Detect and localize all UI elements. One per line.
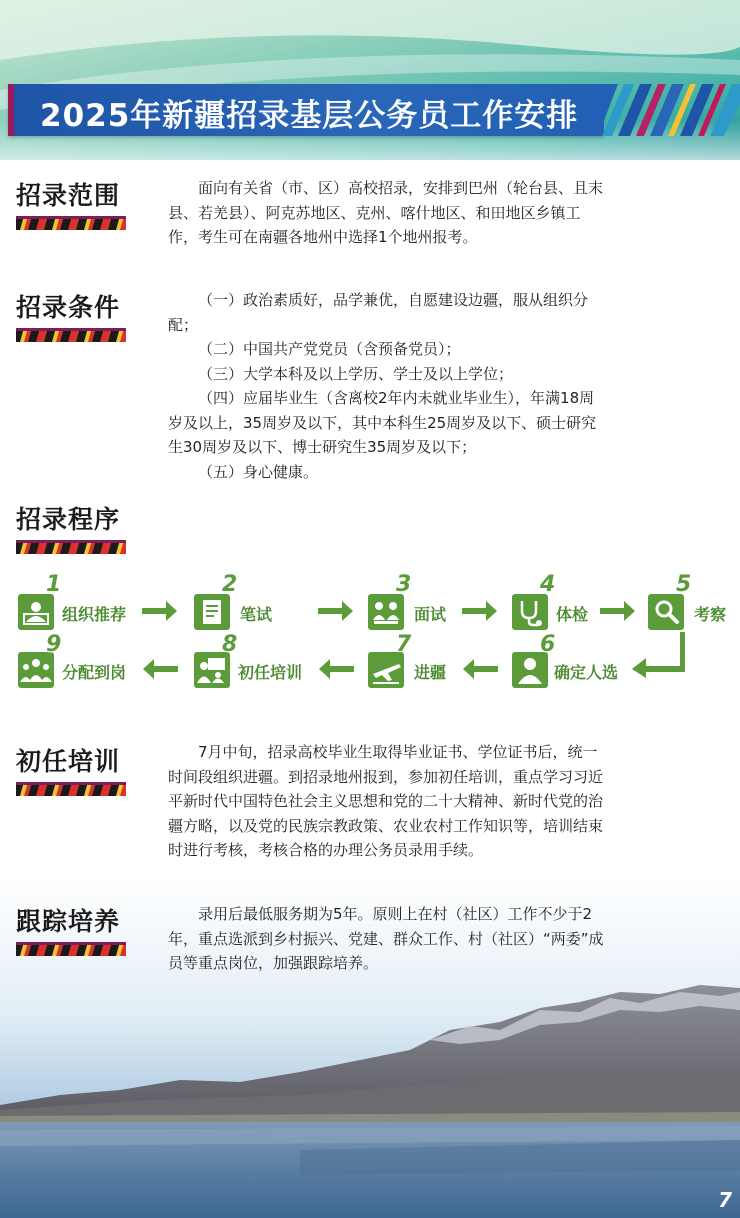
page-number: 7 [718,1188,732,1212]
followup-paragraph: 录用后最低服务期为5年。原则上在村（社区）工作不少于2年，重点选派到乡村振兴、党建、群众工作、村（社区）“两委”成员等重点岗位，加强跟踪培养。 [168,905,604,972]
step-number: 4 [540,572,556,597]
condition-item: （三）大学本科及以上学历、学士及以上学位； [198,364,514,383]
training-paragraph: 7月中旬，招录高校毕业生取得毕业证书、学位证书后，统一时间段组织进疆。到招录地州报到，参加初任培训，重点学习习近平新时代中国特色社会主义思想和党的二十大精神、新时代党的治疆方略，以及党的民族宗教政策、农业农村工作知识等，培训结束时进行考核，考核合格的办理公务员录用手续。 [168,743,604,859]
condition-item: （一）政治素质好，品学兼优，自愿建设边疆，服从组织分配； [168,291,589,334]
step-number: 5 [676,572,692,597]
section-pattern-bar [16,942,126,956]
arrow-down-left-icon [630,632,688,678]
written-exam-icon [194,594,230,630]
arrow-right-icon [142,600,178,622]
step-label: 进疆 [414,663,447,682]
section-title-followup: 跟踪培养 [16,907,121,936]
followup-text [168,902,604,976]
scope-text [168,176,604,250]
conditions-list [168,288,604,484]
step-label: 确定人选 [554,663,619,682]
magnifier-icon [648,594,684,630]
step-label: 笔试 [240,605,273,624]
section-title-conditions: 招录条件 [16,293,121,322]
stethoscope-icon [512,594,548,630]
arrow-left-icon [318,658,354,680]
step-label: 考察 [694,605,727,624]
section-title-training: 初任培训 [16,747,121,776]
training-icon [194,652,230,688]
step-label: 分配到岗 [62,663,127,682]
person-icon [512,652,548,688]
arrow-left-icon [142,658,178,680]
team-icon [18,652,54,688]
condition-item: （二）中国共产党党员（含预备党员）； [198,340,461,358]
section-pattern-bar [16,540,126,554]
arrow-right-icon [600,600,636,622]
condition-item: （五）身心健康。 [198,462,319,481]
step-label: 面试 [414,605,447,624]
step-label: 体检 [556,605,589,624]
airplane-icon [368,652,404,688]
step-number: 6 [540,632,556,657]
step-label: 初任培训 [238,663,303,682]
step-number: 1 [46,572,62,597]
step-number: 7 [396,632,412,657]
step-label: 组织推荐 [62,605,127,624]
section-title-procedure: 招录程序 [16,505,121,534]
section-pattern-bar [16,782,126,796]
interview-icon [368,594,404,630]
step-number: 9 [46,632,62,657]
section-pattern-bar [16,328,126,342]
arrow-left-icon [462,658,498,680]
step-number: 8 [222,632,238,657]
arrow-right-icon [462,600,498,622]
training-text [168,740,604,863]
banner-decorative-stripes [588,84,740,136]
section-title-scope: 招录范围 [16,181,121,210]
arrow-right-icon [318,600,354,622]
recommend-icon [18,594,54,630]
step-number: 3 [396,572,412,597]
step-number: 2 [222,572,238,597]
scope-paragraph: 面向有关省（市、区）高校招录，安排到巴州（轮台县、且末县、若羌县）、阿克苏地区、克州、喀什地区、和田地区乡镇工作，考生可在南疆各地州中选择1个地州报考。 [168,179,604,246]
title-banner [8,84,604,136]
condition-item: （四）应届毕业生（含离校2年内未就业毕业生），年满18周岁及以上，35周岁及以下，其中本科生25周岁及以下、硕士研究生30周岁及以下、博士研究生35周岁及以下； [168,389,597,456]
section-pattern-bar [16,216,126,230]
page-title: 2025年新疆招录基层公务员工作安排 [40,98,579,134]
